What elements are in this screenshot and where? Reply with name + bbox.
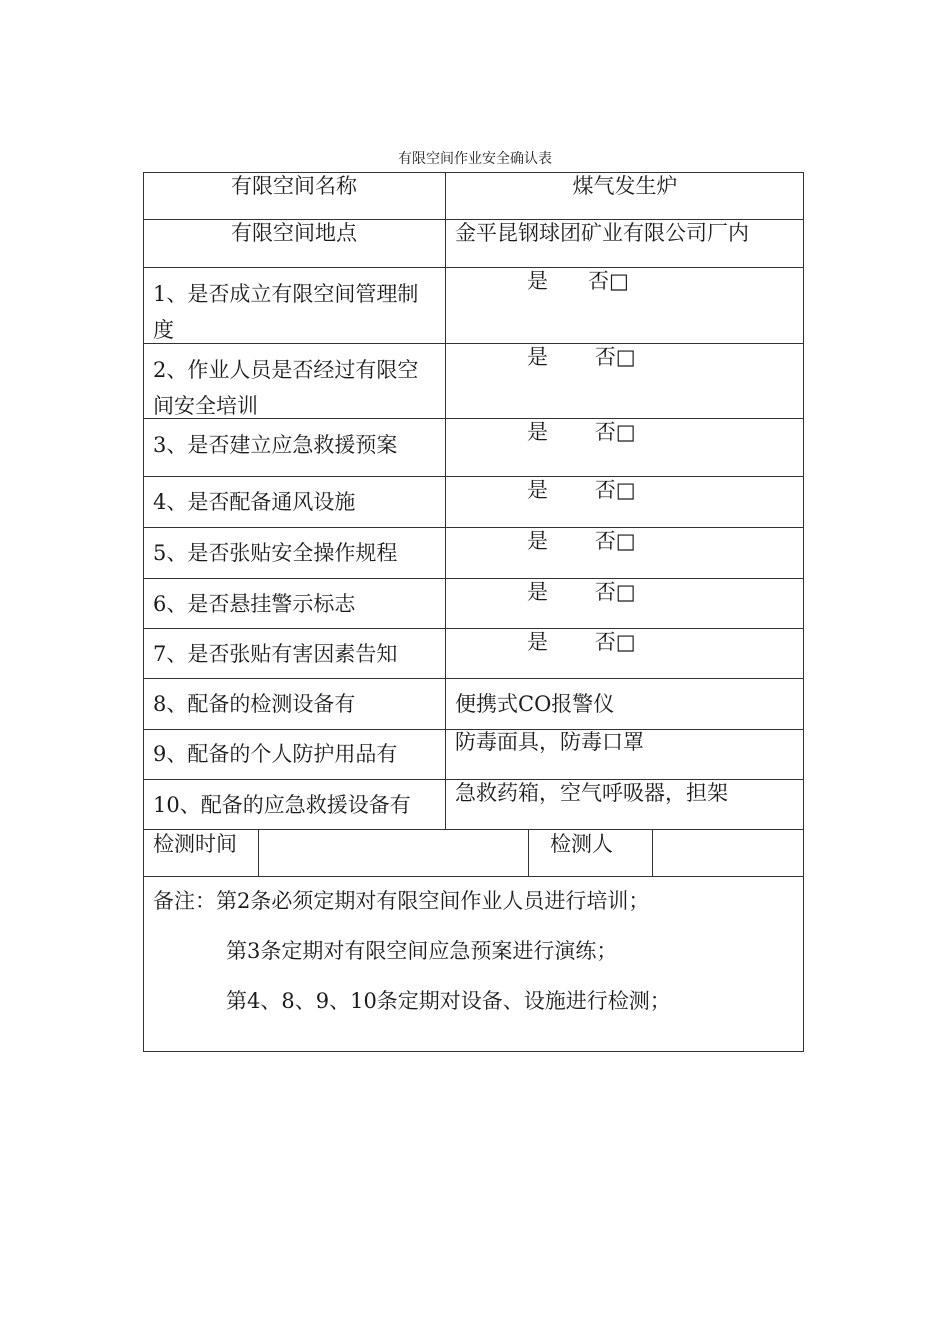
- equipment-value: 防毒面具，防毒口罩: [455, 730, 644, 754]
- inspector-label: 检测人: [550, 832, 613, 856]
- row-divider: [143, 578, 804, 579]
- equipment-value: 便携式CO报警仪: [455, 692, 615, 716]
- question-label: 6、是否悬挂警示标志: [153, 592, 356, 616]
- location-label: 有限空间地点: [231, 221, 357, 245]
- column-divider: [528, 829, 529, 876]
- question-label: 4、是否配备通风设施: [153, 490, 356, 514]
- equipment-label: 8、配备的检测设备有: [153, 692, 356, 716]
- equipment-label: 9、配备的个人防护用品有: [153, 742, 398, 766]
- equipment-label: 10、配备的应急救援设备有: [153, 793, 411, 817]
- inspector-value[interactable]: [662, 826, 794, 862]
- question-answer: 是 否□: [527, 630, 636, 654]
- name-value: 煤气发生炉: [572, 174, 678, 198]
- column-divider: [445, 172, 446, 829]
- row-divider: [143, 678, 804, 679]
- question-answer: 是 否□: [527, 269, 629, 293]
- row-divider: [143, 267, 804, 268]
- name-label: 有限空间名称: [231, 174, 357, 198]
- form-title: 有限空间作业安全确认表: [398, 151, 552, 167]
- question-answer: 是 否□: [527, 345, 636, 369]
- question-label: 2、作业人员是否经过有限空间安全培训: [153, 358, 419, 418]
- question-answer: 是 否□: [527, 420, 636, 444]
- equipment-value: 急救药箱，空气呼吸器，担架: [455, 781, 728, 805]
- inspection-time-label: 检测时间: [153, 832, 237, 856]
- question-label: 5、是否张贴安全操作规程: [153, 541, 398, 565]
- question-label: 3、是否建立应急救援预案: [153, 433, 398, 457]
- column-divider: [652, 829, 653, 876]
- location-value: 金平昆钢球团矿业有限公司厂内: [455, 221, 749, 245]
- row-divider: [143, 628, 804, 629]
- question-label: 1、是否成立有限空间管理制度: [153, 282, 419, 342]
- row-divider: [143, 476, 804, 477]
- question-answer: 是 否□: [527, 529, 636, 553]
- row-divider: [143, 876, 804, 877]
- note-line: 第4、8、9、10条定期对设备、设施进行检测；: [226, 989, 671, 1013]
- inspection-time-value[interactable]: [268, 826, 518, 862]
- note-line: 第3条定期对有限空间应急预案进行演练；: [226, 939, 618, 963]
- question-answer: 是 否□: [527, 580, 636, 604]
- question-label: 7、是否张贴有害因素告知: [153, 642, 398, 666]
- row-divider: [143, 527, 804, 528]
- question-answer: 是 否□: [527, 478, 636, 502]
- note-line: 备注：第2条必须定期对有限空间作业人员进行培训；: [153, 889, 650, 913]
- column-divider: [258, 829, 259, 876]
